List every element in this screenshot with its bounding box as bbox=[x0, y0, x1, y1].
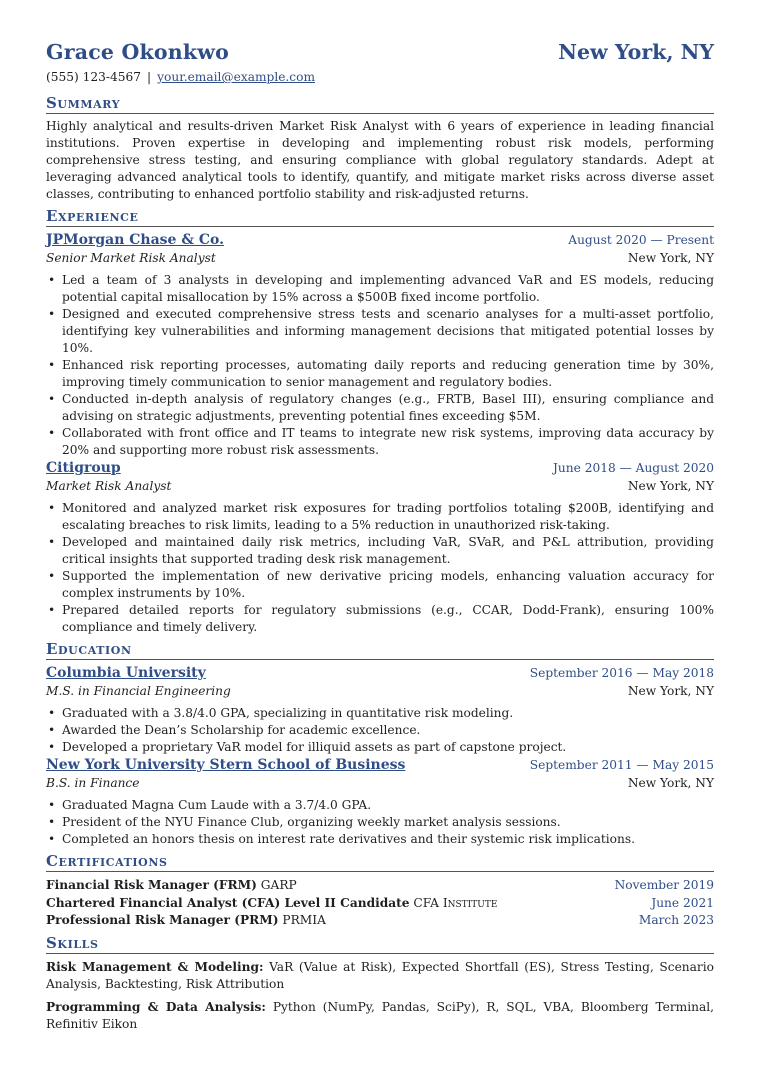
bullet-item: • Enhanced risk reporting processes, automating daily reports and reducing generation time by 30%, improving timely communication to senior management and regulatory bodies. bbox=[46, 357, 714, 391]
skill-category: Programming & Data Analysis: bbox=[46, 999, 266, 1014]
job-dates: August 2020 — Present bbox=[568, 233, 714, 247]
education-entry-nyu-stern bbox=[46, 756, 714, 848]
job-entry-citigroup bbox=[46, 459, 714, 636]
education-dates: September 2016 — May 2018 bbox=[529, 666, 714, 680]
bullet-item: • Developed and maintained daily risk metrics, including VaR, SVaR, and P&L attribution, providing critical insights that supported trading desk risk management. bbox=[46, 534, 714, 568]
certification-row bbox=[46, 877, 714, 895]
job-bullets bbox=[46, 500, 714, 636]
job-subheader bbox=[46, 478, 714, 495]
skills-heading: Skills bbox=[46, 934, 714, 954]
bullet-item: • Monitored and analyzed market risk exposures for trading portfolios totaling $200B, identifying and escalating breaches to risk limits, leading to a 5% reduction in unauthorized risk-taking. bbox=[46, 500, 714, 534]
certification-date: November 2019 bbox=[614, 878, 714, 892]
degree-name: M.S. in Financial Engineering bbox=[46, 684, 231, 698]
degree-name: B.S. in Finance bbox=[46, 776, 140, 790]
certification-org: GARP bbox=[260, 878, 297, 892]
job-location: New York, NY bbox=[627, 479, 714, 493]
company-name[interactable]: Citigroup bbox=[46, 460, 121, 476]
skill-values: Python (NumPy, Pandas, SciPy), R, SQL, VBA, Bloomberg Terminal, Refinitiv Eikon bbox=[46, 999, 715, 1031]
education-bullets bbox=[46, 705, 714, 756]
job-title: Market Risk Analyst bbox=[46, 479, 172, 493]
certifications-heading: Certifications bbox=[46, 852, 714, 872]
certification-label bbox=[46, 912, 326, 930]
bullet-item: • Graduated with a 3.8/4.0 GPA, specializing in quantitative risk modeling. bbox=[46, 705, 714, 722]
phone-number: (555) 123-4567 bbox=[46, 70, 142, 84]
certification-row bbox=[46, 895, 714, 913]
bullet-item: • Graduated Magna Cum Laude with a 3.7/4.0 GPA. bbox=[46, 797, 714, 814]
school-name[interactable]: New York University Stern School of Business bbox=[46, 757, 406, 773]
job-dates: June 2018 — August 2020 bbox=[553, 461, 714, 475]
summary-text: Highly analytical and results-driven Market Risk Analyst with 6 years of experience in leading financial institutions. Proven expertise in developing and implementing robust risk models, performing comprehensive stress testing, and ensuring compliance with global regulatory standards. Adept at leveraging advanced analytical tools to identify, quantify, and mitigate market risks across diverse asset classes, contributing to enhanced portfolio stability and risk-adjusted returns. bbox=[46, 119, 714, 201]
certification-row bbox=[46, 912, 714, 930]
certification-date: March 2023 bbox=[638, 913, 714, 927]
certification-date: June 2021 bbox=[651, 895, 714, 910]
bullet-item: • Designed and executed comprehensive stress tests and scenario analyses for a multi-asset portfolio, identifying key vulnerabilities and informing management decisions that mitigated potential losses by 10%. bbox=[46, 306, 714, 357]
education-bullets bbox=[46, 797, 714, 848]
bullet-item: • Led a team of 3 analysts in developing and implementing advanced VaR and ES models, reducing potential capital misallocation by 15% across a $500B fixed income portfolio. bbox=[46, 272, 714, 306]
education-subheader bbox=[46, 683, 714, 700]
certification-org: PRMIA bbox=[282, 913, 326, 927]
job-entry-jpmorgan bbox=[46, 231, 714, 459]
header-location: New York, NY bbox=[558, 40, 714, 64]
email-link[interactable]: your.email@example.com bbox=[157, 70, 316, 84]
education-header bbox=[46, 664, 714, 683]
company-name[interactable]: JPMorgan Chase & Co. bbox=[46, 232, 224, 248]
education-dates: September 2011 — May 2015 bbox=[529, 758, 714, 772]
job-header bbox=[46, 231, 714, 250]
certification-label bbox=[46, 895, 497, 913]
education-entry-columbia bbox=[46, 664, 714, 756]
bullet-item: • Completed an honors thesis on interest rate derivatives and their systemic risk implications. bbox=[46, 831, 714, 848]
contact-line bbox=[46, 69, 714, 86]
bullet-item: • Collaborated with front office and IT teams to integrate new risk systems, improving data accuracy by 20% and supporting more robust risk assessments. bbox=[46, 425, 714, 459]
bullet-item: • Supported the implementation of new derivative pricing models, enhancing valuation accuracy for complex instruments by 10%. bbox=[46, 568, 714, 602]
bullet-item: • Prepared detailed reports for regulatory submissions (e.g., CCAR, Dodd-Frank), ensuring 100% compliance and timely delivery. bbox=[46, 602, 714, 636]
certification-org: CFA Institute bbox=[413, 895, 498, 910]
skill-category: Risk Management & Modeling: bbox=[46, 959, 264, 974]
job-header bbox=[46, 459, 714, 478]
bullet-item: • Conducted in-depth analysis of regulatory changes (e.g., FRTB, Basel III), ensuring compliance and advising on strategic adjustments, preventing potential fines exceeding $5M. bbox=[46, 391, 714, 425]
experience-heading: Experience bbox=[46, 207, 714, 227]
bullet-item: • Awarded the Dean’s Scholarship for academic excellence. bbox=[46, 722, 714, 739]
certification-name: Chartered Financial Analyst (CFA) Level II Candidate bbox=[46, 895, 410, 910]
skill-group bbox=[46, 959, 714, 993]
education-subheader bbox=[46, 775, 714, 792]
job-title: Senior Market Risk Analyst bbox=[46, 251, 216, 265]
skill-values: VaR (Value at Risk), Expected Shortfall (ES), Stress Testing, Scenario Analysis, Backtesting, Risk Attribution bbox=[46, 959, 714, 991]
school-name[interactable]: Columbia University bbox=[46, 665, 206, 681]
job-bullets bbox=[46, 272, 714, 459]
education-location: New York, NY bbox=[627, 776, 714, 790]
skill-group bbox=[46, 999, 714, 1033]
job-location: New York, NY bbox=[627, 251, 714, 265]
summary-heading: Summary bbox=[46, 94, 714, 114]
certifications-list bbox=[46, 877, 714, 930]
bullet-item: • President of the NYU Finance Club, organizing weekly market analysis sessions. bbox=[46, 814, 714, 831]
certification-name: Financial Risk Manager (FRM) bbox=[46, 878, 257, 892]
job-subheader bbox=[46, 250, 714, 267]
bullet-item: • Developed a proprietary VaR model for illiquid assets as part of capstone project. bbox=[46, 739, 714, 756]
skills-list bbox=[46, 959, 714, 1033]
contact-separator: | bbox=[147, 70, 152, 84]
certification-label bbox=[46, 877, 297, 895]
resume-header bbox=[46, 38, 714, 66]
certification-name: Professional Risk Manager (PRM) bbox=[46, 913, 279, 927]
education-location: New York, NY bbox=[627, 684, 714, 698]
education-heading: Education bbox=[46, 640, 714, 660]
education-header bbox=[46, 756, 714, 775]
candidate-name: Grace Okonkwo bbox=[46, 40, 230, 64]
